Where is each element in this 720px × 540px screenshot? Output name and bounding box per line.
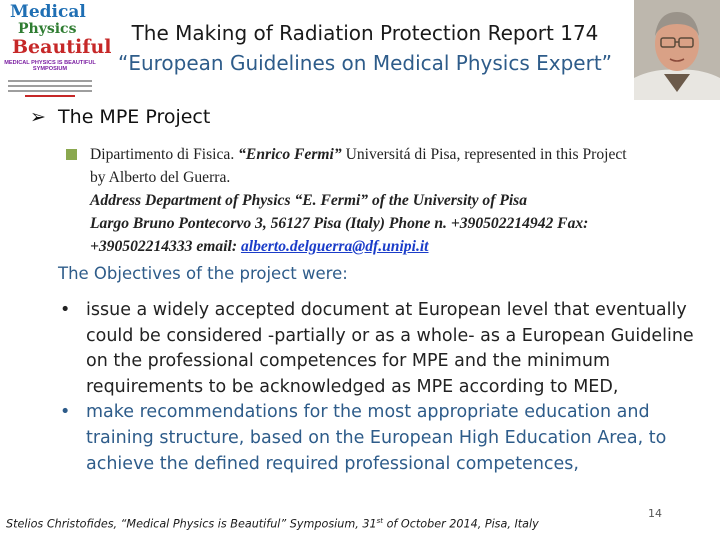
address-line-1c: Universitá di Pisa, represented in this Project: [341, 146, 627, 163]
footer-suffix: of October 2014, Pisa, Italy: [383, 517, 539, 531]
page-number: 14: [648, 507, 662, 520]
title-line-2: “European Guidelines on Medical Physics Expert”: [117, 51, 613, 75]
address-line-5: [90, 235, 429, 259]
section-heading-text: The MPE Project: [58, 106, 211, 128]
speaker-portrait-image: [634, 0, 720, 100]
logo-word-medical: Medical: [10, 2, 86, 22]
address-line-1: [90, 143, 627, 167]
footer-superscript: st: [376, 517, 384, 525]
address-line-4: Largo Bruno Pontecorvo 3, 56127 Pisa (Italy) Phone n. +390502214942 Fax:: [90, 215, 589, 232]
objective-item-1: [58, 298, 698, 400]
address-line-1b: “Enrico Fermi”: [238, 146, 342, 163]
logo-small-text-lines: [8, 80, 92, 100]
objective-text-1: issue a widely accepted document at European level that eventually could be considered -partially or as a whole- as a European Guideline on the professional competences for MPE and the minimum requirements to be acknowledged as MPE according to MED,: [86, 300, 694, 397]
address-line-1a: Dipartimento di Fisica.: [90, 146, 239, 163]
section-heading: [30, 106, 210, 128]
bullet-icon: •: [60, 402, 71, 423]
objectives-heading: The Objectives of the project were:: [58, 264, 348, 283]
address-line-2: by Alberto del Guerra.: [90, 169, 231, 186]
portrait-drawing: [634, 0, 720, 100]
email-link[interactable]: alberto.delguerra@df.unipi.it: [240, 238, 429, 255]
objectives-list: [58, 298, 698, 477]
arrow-bullet-icon: ➢: [30, 106, 46, 128]
logo-word-beautiful: Beautiful: [12, 36, 112, 58]
logo-word-physics: Physics: [18, 21, 77, 37]
title-line-1: The Making of Radiation Protection Report 174: [131, 21, 599, 45]
objective-item-2: [58, 400, 698, 477]
footer-prefix: Stelios Christofides, “Medical Physics is Beautiful” Symposium, 31: [6, 517, 377, 531]
department-address-image: [62, 143, 712, 259]
logo-banner: MEDICAL PHYSICS IS BEAUTIFUL SYMPOSIUM: [4, 60, 96, 73]
address-line-3: Address Department of Physics “E. Fermi” of the University of Pisa: [90, 192, 528, 209]
slide-title: [100, 18, 630, 78]
symposium-logo: [2, 2, 112, 104]
bullet-icon: •: [60, 300, 71, 320]
objective-text-2: make recommendations for the most appropriate education and training structure, based on the European High Education Area, to achieve the defined required professional competences,: [86, 402, 667, 474]
square-bullet-icon: [66, 149, 77, 160]
footer-citation: [6, 517, 539, 531]
address-line-5a: +390502214333 email:: [90, 238, 241, 255]
